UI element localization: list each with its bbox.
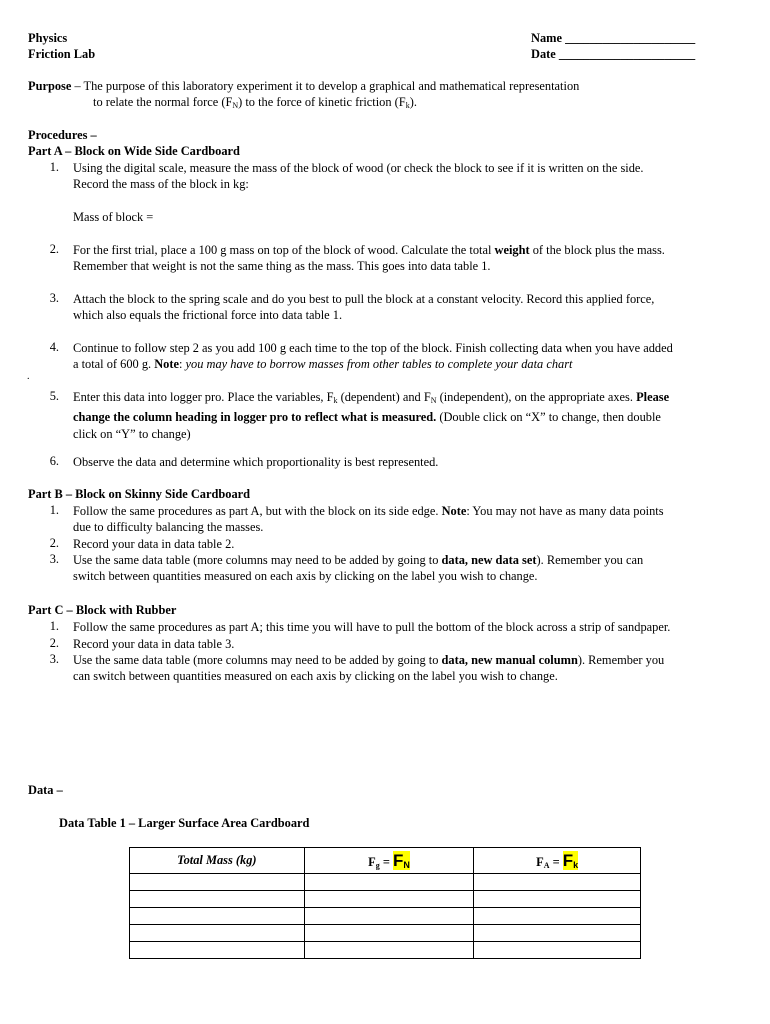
date-line <box>531 46 695 62</box>
table-cell[interactable] <box>304 925 474 942</box>
step-number: 3. <box>49 652 59 666</box>
col-total-mass: Total Mass (kg) <box>130 848 305 874</box>
table-cell[interactable] <box>304 874 474 891</box>
step-number: 2. <box>49 636 59 650</box>
table-row <box>130 925 641 942</box>
step-number: 1. <box>49 160 59 174</box>
part-b-step-1: Follow the same procedures as part A, but with the block on its side edge. Note: You may not have as many data points due to difficulty balancing the masses. <box>73 504 664 535</box>
table-row <box>130 942 641 959</box>
data-table-1 <box>129 847 641 959</box>
table-row <box>130 908 641 925</box>
table-cell[interactable] <box>130 874 305 891</box>
step-number: 4. <box>49 340 59 354</box>
step-number: 2. <box>49 242 59 256</box>
table-cell[interactable] <box>130 942 305 959</box>
step-number: 5. <box>49 389 59 403</box>
date-blank[interactable]: ______________________ <box>558 47 696 61</box>
date-label: Date <box>531 47 556 61</box>
table-cell[interactable] <box>304 891 474 908</box>
table-cell[interactable] <box>304 908 474 925</box>
table-cell[interactable] <box>474 942 641 959</box>
table1-title: Data Table 1 – Larger Surface Area Cardboard <box>59 816 310 830</box>
table-row <box>130 874 641 891</box>
table-cell[interactable] <box>130 891 305 908</box>
name-label: Name <box>531 31 562 45</box>
part-a-heading: Part A – Block on Wide Side Cardboard <box>28 144 240 159</box>
data-heading: Data – <box>28 783 63 797</box>
step-number: 1. <box>49 503 59 517</box>
purpose: Purpose – The purpose of this laboratory experiment it to develop a graphical and mathematical representation to relate the normal force $(F_N)$ to the force of kinetic friction $(F_k)$. <box>28 79 580 111</box>
part-b-step-3: Use the same data table (more columns may need to be added by going to data, new data set). Remember you can switch between quantities measured on each axis by clicking on the label you wish to change. <box>73 553 644 584</box>
table-cell[interactable] <box>474 874 641 891</box>
step-number: 2. <box>49 536 59 550</box>
part-a-step-1: Using the digital scale, measure the mass of the block of wood (or check the block to see if it is written on the side. Record the mass of the block in kg: <box>73 161 644 192</box>
part-b-heading: Part B – Block on Skinny Side Cardboard <box>28 487 251 501</box>
purpose-label: Purpose <box>28 79 72 93</box>
step-number: 6. <box>49 454 59 468</box>
header-left <box>28 30 95 62</box>
step-number: 3. <box>49 552 59 566</box>
part-a-step-5: Enter this data into logger pro. Place the variables, $F_k$ (dependent) and $F_N$ (independent), on the appropriate axes. Please change the column heading in logger pro to reflect what is measured. (Double click on “X” to change, then double click on “Y” to change) <box>73 390 670 441</box>
name-blank[interactable]: _____________________ <box>565 31 696 45</box>
part-c-step-2: Record your data in data table 3. <box>73 637 235 651</box>
part-a-step-6: Observe the data and determine which proportionality is best represented. <box>73 455 439 469</box>
table-header-row <box>130 848 641 874</box>
col-fa-fk: $F_A = F_k$ <box>474 848 641 874</box>
step-number: 3. <box>49 291 59 305</box>
table-cell[interactable] <box>130 925 305 942</box>
part-c-heading: Part C – Block with Rubber <box>28 603 177 617</box>
table-cell[interactable] <box>474 908 641 925</box>
part-a-step-3: Attach the block to the spring scale and do you best to pull the block at a constant velocity. Record this applied force, which also equals the frictional force into data table 1. <box>73 292 655 323</box>
mass-of-block: Mass of block = <box>73 210 154 224</box>
part-a-step-4: Continue to follow step 2 as you add 100 g each time to the top of the block. Finish collecting data when you have added a total of 600 g. Note: you may have to borrow masses from other tables to complete your data chart <box>73 341 673 372</box>
procedures-heading: Procedures – Part A – Block on Wide Side Cardboard <box>28 128 240 159</box>
table-cell[interactable] <box>474 891 641 908</box>
subject: Physics <box>28 31 68 45</box>
col-fg-fn: $F_g = F_N$ <box>304 848 474 874</box>
part-c-step-3: Use the same data table (more columns may need to be added by going to data, new manual column). Remember you can switch between quantities measured on each axis by clicking on the label you wish to change. <box>73 653 665 684</box>
part-c-step-1: Follow the same procedures as part A; this time you will have to pull the bottom of the block across a strip of sandpaper. <box>73 620 671 634</box>
header-right <box>531 30 695 62</box>
table-cell[interactable] <box>304 942 474 959</box>
table-cell[interactable] <box>130 908 305 925</box>
purpose-line1: The purpose of this laboratory experiment it to develop a graphical and mathematical representation <box>83 79 580 93</box>
part-a-step-2: For the first trial, place a 100 g mass on top of the block of wood. Calculate the total weight of the block plus the mass. Remember that weight is not the same thing as the mass. This goes into data table 1. <box>73 243 665 274</box>
table-cell[interactable] <box>474 925 641 942</box>
lab-title: Friction Lab <box>28 47 96 61</box>
name-line <box>531 30 695 46</box>
table-row <box>130 891 641 908</box>
stray-dot: . <box>27 371 30 382</box>
step-number: 1. <box>49 619 59 633</box>
part-b-step-2: Record your data in data table 2. <box>73 537 235 551</box>
